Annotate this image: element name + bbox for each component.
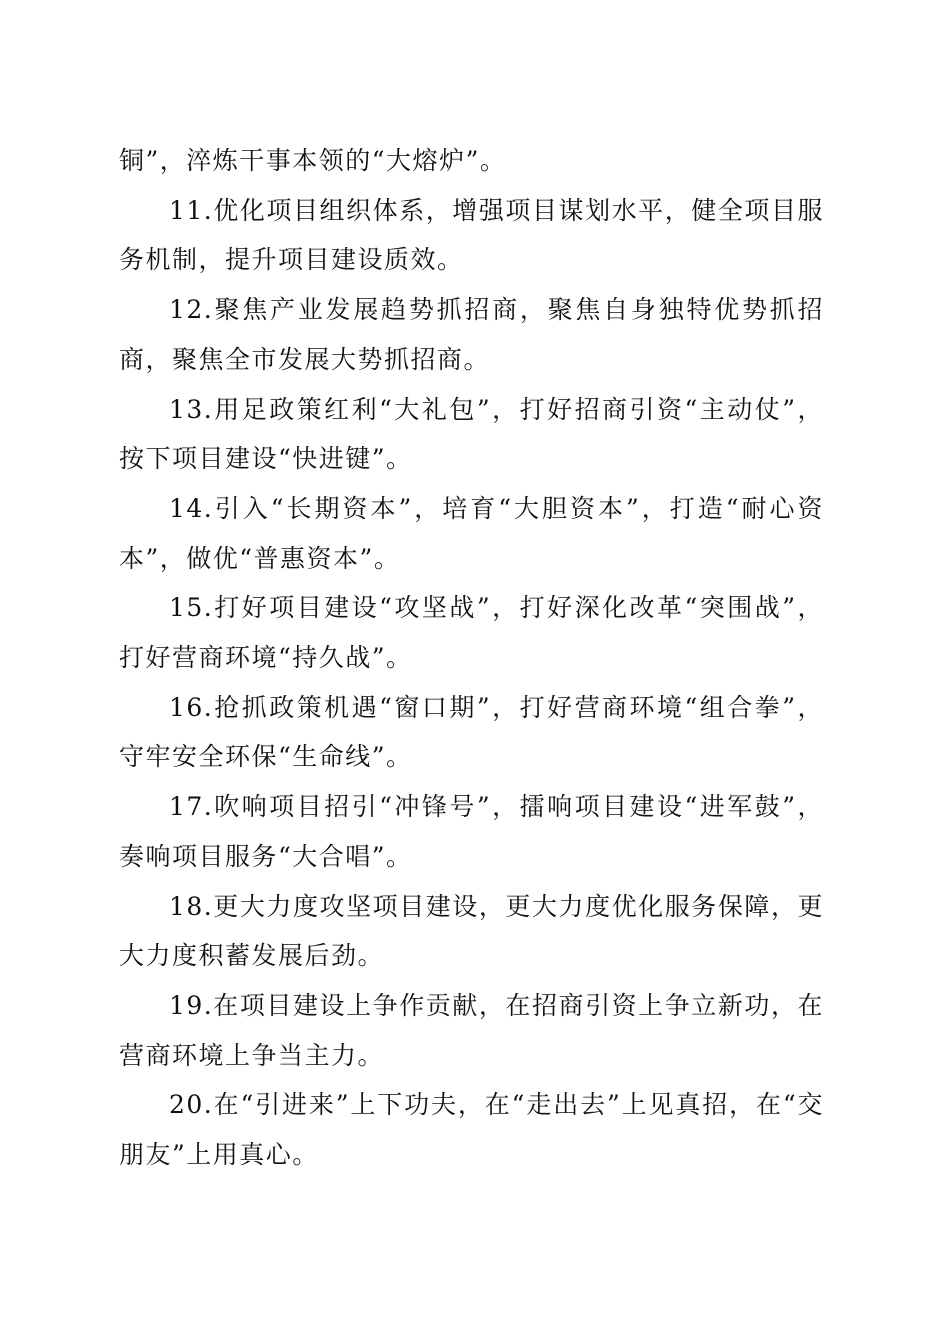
list-item-15: 15.打好项目建设“攻坚战”，打好深化改革“突围战”，打好营商环境“持久战”。: [119, 593, 824, 673]
list-item-18: 18.更大力度攻坚项目建设，更大力度优化服务保障，更大力度积蓄发展后劲。: [119, 891, 824, 971]
list-item-14: 14.引入“长期资本”，培育“大胆资本”，打造“耐心资本”，做优“普惠资本”。: [119, 493, 824, 573]
list-item-13: 13.用足政策红利“大礼包”，打好招商引资“主动仗”，按下项目建设“快进键”。: [119, 394, 824, 474]
list-item-17: 17.吹响项目招引“冲锋号”，擂响项目建设“进军鼓”，奏响项目服务“大合唱”。: [119, 792, 824, 871]
list-item-19: 19.在项目建设上争作贡献，在招商引资上争立新功，在营商环境上争当主力。: [119, 990, 824, 1070]
list-item-12: 12.聚焦产业发展趋势抓招商，聚焦自身独特优势抓招商，聚焦全市发展大势抓招商。: [119, 295, 824, 374]
list-item-20: 20.在“引进来”上下功夫，在“走出去”上见真招，在“交朋友”上用真心。: [119, 1090, 824, 1170]
document-body: [119, 136, 824, 1180]
list-item-11: 11.优化项目组织体系，增强项目谋划水平，健全项目服务机制，提升项目建设质效。: [119, 195, 824, 275]
list-item-16: 16.抢抓政策机遇“窗口期”，打好营商环境“组合拳”，守牢安全环保“生命线”。: [119, 692, 824, 772]
continuation-paragraph: 铜”，淬炼干事本领的“大熔炉”。: [119, 146, 507, 175]
